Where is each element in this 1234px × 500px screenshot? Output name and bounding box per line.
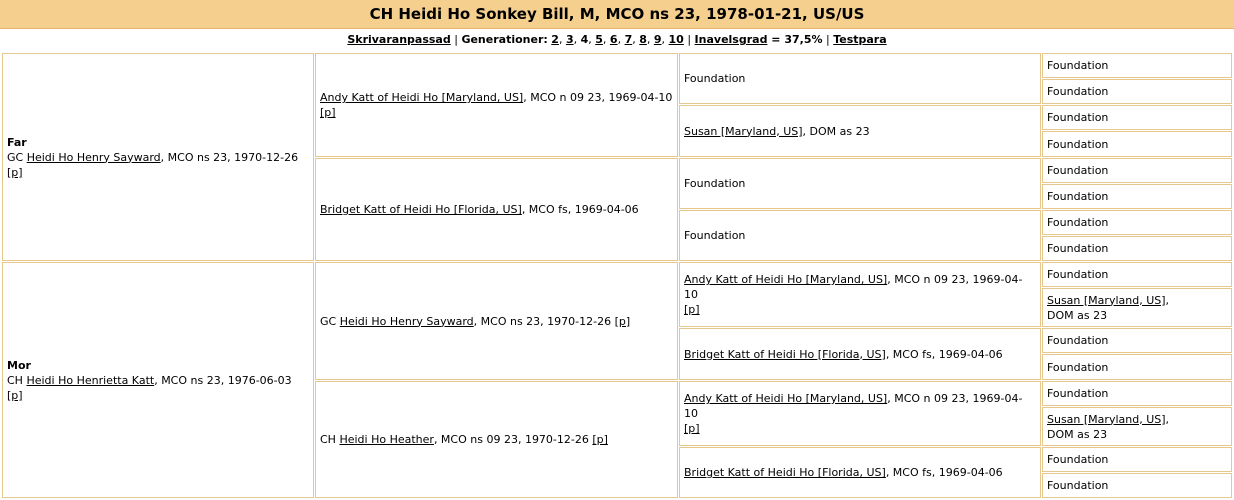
cat-link[interactable]: Susan [Maryland, US] xyxy=(1047,412,1166,426)
pedigree-cell-gen3 xyxy=(679,381,1041,446)
pedigree-cell-sire xyxy=(2,53,314,261)
cat-link[interactable]: Bridget Katt of Heidi Ho [Florida, US] xyxy=(684,347,886,361)
cat-info: , MCO n 09 23, 1969-04-10 xyxy=(684,392,1023,420)
generation-link-9[interactable]: 9 xyxy=(653,33,662,46)
inbreeding-value: = 37,5% xyxy=(767,33,823,46)
foundation-label: Foundation xyxy=(1047,164,1109,177)
cat-link[interactable]: Andy Katt of Heidi Ho [Maryland, US] xyxy=(684,392,888,405)
pedigree-cell-gen3 xyxy=(679,447,1041,498)
pedigree-cell-gen3 xyxy=(679,105,1041,157)
cat-info: , MCO ns 23, 1970-12-26 xyxy=(160,150,299,164)
pedigree-link[interactable]: [p] xyxy=(592,433,608,446)
generation-link-2[interactable]: 2 xyxy=(551,33,559,46)
testmate-link[interactable]: Testpara xyxy=(833,33,887,46)
pedigree-cell-gen4 xyxy=(1042,381,1232,406)
generations-label: Generationer: xyxy=(461,33,548,46)
pedigree-cell-gen4 xyxy=(1042,407,1232,446)
cat-info: , MCO n 09 23, 1969-04-10 xyxy=(684,273,1023,301)
generation-link-5[interactable]: 5 xyxy=(595,33,603,46)
role-label-dam: Mor xyxy=(7,358,31,372)
pedigree-cell-gen4 xyxy=(1042,79,1232,104)
cat-info: , MCO fs, 1969-04-06 xyxy=(521,203,639,216)
generation-link-7[interactable]: 7 xyxy=(624,33,633,46)
foundation-label: Foundation xyxy=(684,229,746,242)
pedigree-cell-gen2 xyxy=(315,53,678,157)
pedigree-cell-gen3 xyxy=(679,210,1041,261)
cat-link[interactable]: Andy Katt of Heidi Ho [Maryland, US] xyxy=(684,273,888,286)
separator: | xyxy=(822,33,834,46)
pedigree-cell-gen4 xyxy=(1042,53,1232,78)
pedigree-cell-gen4 xyxy=(1042,262,1232,287)
separator: | xyxy=(683,33,695,46)
foundation-label: Foundation xyxy=(1047,242,1109,255)
role-label-sire: Far xyxy=(7,135,27,149)
pedigree-cell-gen2 xyxy=(315,381,678,498)
foundation-label: Foundation xyxy=(1047,360,1109,374)
pedigree-link[interactable]: [p] xyxy=(320,106,336,119)
pedigree-link-sire[interactable]: [p] xyxy=(7,165,23,179)
cat-link[interactable]: Heidi Ho Henry Sayward xyxy=(339,314,474,328)
foundation-label: Foundation xyxy=(1047,216,1109,229)
pedigree-cell-gen3 xyxy=(679,53,1041,104)
pedigree-cell-gen4 xyxy=(1042,210,1232,235)
foundation-label: Foundation xyxy=(1047,111,1109,124)
pedigree-link[interactable]: [p] xyxy=(684,422,700,435)
pedigree-cell-gen3 xyxy=(679,262,1041,327)
separator: | xyxy=(450,33,462,46)
foundation-label: Foundation xyxy=(1047,268,1109,281)
cat-info: , MCO ns 09 23, 1970-12-26 xyxy=(433,433,593,446)
pedigree-cell-gen4 xyxy=(1042,236,1232,261)
cat-info: , DOM as 23 xyxy=(802,124,870,138)
print-friendly-link[interactable]: Skrivaranpassad xyxy=(347,33,451,46)
foundation-label: Foundation xyxy=(1047,137,1109,151)
generation-link-6[interactable]: 6 xyxy=(609,33,618,46)
pedigree-link[interactable]: [p] xyxy=(684,303,700,316)
foundation-label: Foundation xyxy=(1047,479,1109,492)
cat-info: DOM as 23 xyxy=(1047,308,1108,322)
pedigree-cell-gen4 xyxy=(1042,447,1232,472)
foundation-label: Foundation xyxy=(1047,334,1109,347)
cat-link[interactable]: Bridget Katt of Heidi Ho [Florida, US] xyxy=(320,203,522,216)
pedigree-link-dam[interactable]: [p] xyxy=(7,388,23,402)
cat-link[interactable]: Susan [Maryland, US] xyxy=(684,124,803,138)
pedigree-cell-gen3 xyxy=(679,158,1041,209)
inbreeding-link[interactable]: Inavelsgrad xyxy=(694,33,768,46)
cat-link-sire[interactable]: Heidi Ho Henry Sayward xyxy=(26,150,161,164)
page-title: CH Heidi Ho Sonkey Bill, M, MCO ns 23, 1978-01-21, US/US xyxy=(0,0,1234,29)
pedigree-cell-gen4 xyxy=(1042,354,1232,380)
cat-info: , MCO fs, 1969-04-06 xyxy=(885,347,1003,361)
foundation-label: Foundation xyxy=(684,177,746,190)
title-prefix: CH xyxy=(320,433,340,446)
foundation-label: Foundation xyxy=(684,72,746,85)
foundation-label: Foundation xyxy=(1047,190,1109,203)
generation-link-10[interactable]: 10 xyxy=(668,33,684,46)
cat-info: , xyxy=(1165,412,1170,426)
cat-info: , xyxy=(1165,293,1170,307)
pedigree-cell-gen4 xyxy=(1042,105,1232,130)
foundation-label: Foundation xyxy=(1047,453,1109,466)
generation-current-4: 4 xyxy=(580,33,589,46)
cat-link[interactable]: Bridget Katt of Heidi Ho [Florida, US] xyxy=(684,466,886,479)
title-prefix: GC xyxy=(320,314,340,328)
cat-info: , MCO n 09 23, 1969-04-10 xyxy=(523,91,673,104)
generation-link-3[interactable]: 3 xyxy=(565,33,574,46)
cat-link[interactable]: Heidi Ho Heather xyxy=(339,433,434,446)
generation-link-8[interactable]: 8 xyxy=(639,33,647,46)
pedigree-link[interactable]: [p] xyxy=(614,314,631,328)
title-prefix: CH xyxy=(7,373,27,387)
cat-info: , MCO fs, 1969-04-06 xyxy=(885,466,1003,479)
cat-info: , MCO ns 23, 1976-06-03 xyxy=(154,373,292,387)
pedigree-cell-gen4 xyxy=(1042,473,1232,498)
pedigree-cell-gen2 xyxy=(315,262,678,380)
pedigree-toolbar: Skrivaranpassad | Generationer: 2, 3, 4, 5, 6, 7, 8, 9, 10 | Inavelsgrad = 37,5% | Testpara xyxy=(347,33,887,46)
cat-info: DOM as 23 xyxy=(1047,427,1108,441)
foundation-label: Foundation xyxy=(1047,59,1109,72)
pedigree-cell-gen4 xyxy=(1042,158,1232,183)
cat-info: , MCO ns 23, 1970-12-26 xyxy=(473,314,615,328)
cat-link[interactable]: Susan [Maryland, US] xyxy=(1047,293,1166,307)
pedigree-cell-gen4 xyxy=(1042,184,1232,209)
foundation-label: Foundation xyxy=(1047,387,1109,400)
foundation-label: Foundation xyxy=(1047,85,1109,98)
pedigree-cell-dam xyxy=(2,262,314,498)
pedigree-cell-gen4 xyxy=(1042,288,1232,327)
cat-link-dam[interactable]: Heidi Ho Henrietta Katt xyxy=(26,373,155,387)
pedigree-cell-gen2 xyxy=(315,158,678,261)
pedigree-cell-gen3 xyxy=(679,328,1041,380)
cat-link[interactable]: Andy Katt of Heidi Ho [Maryland, US] xyxy=(320,91,524,104)
title-prefix: GC xyxy=(7,150,27,164)
pedigree-cell-gen4 xyxy=(1042,328,1232,353)
pedigree-cell-gen4 xyxy=(1042,131,1232,157)
